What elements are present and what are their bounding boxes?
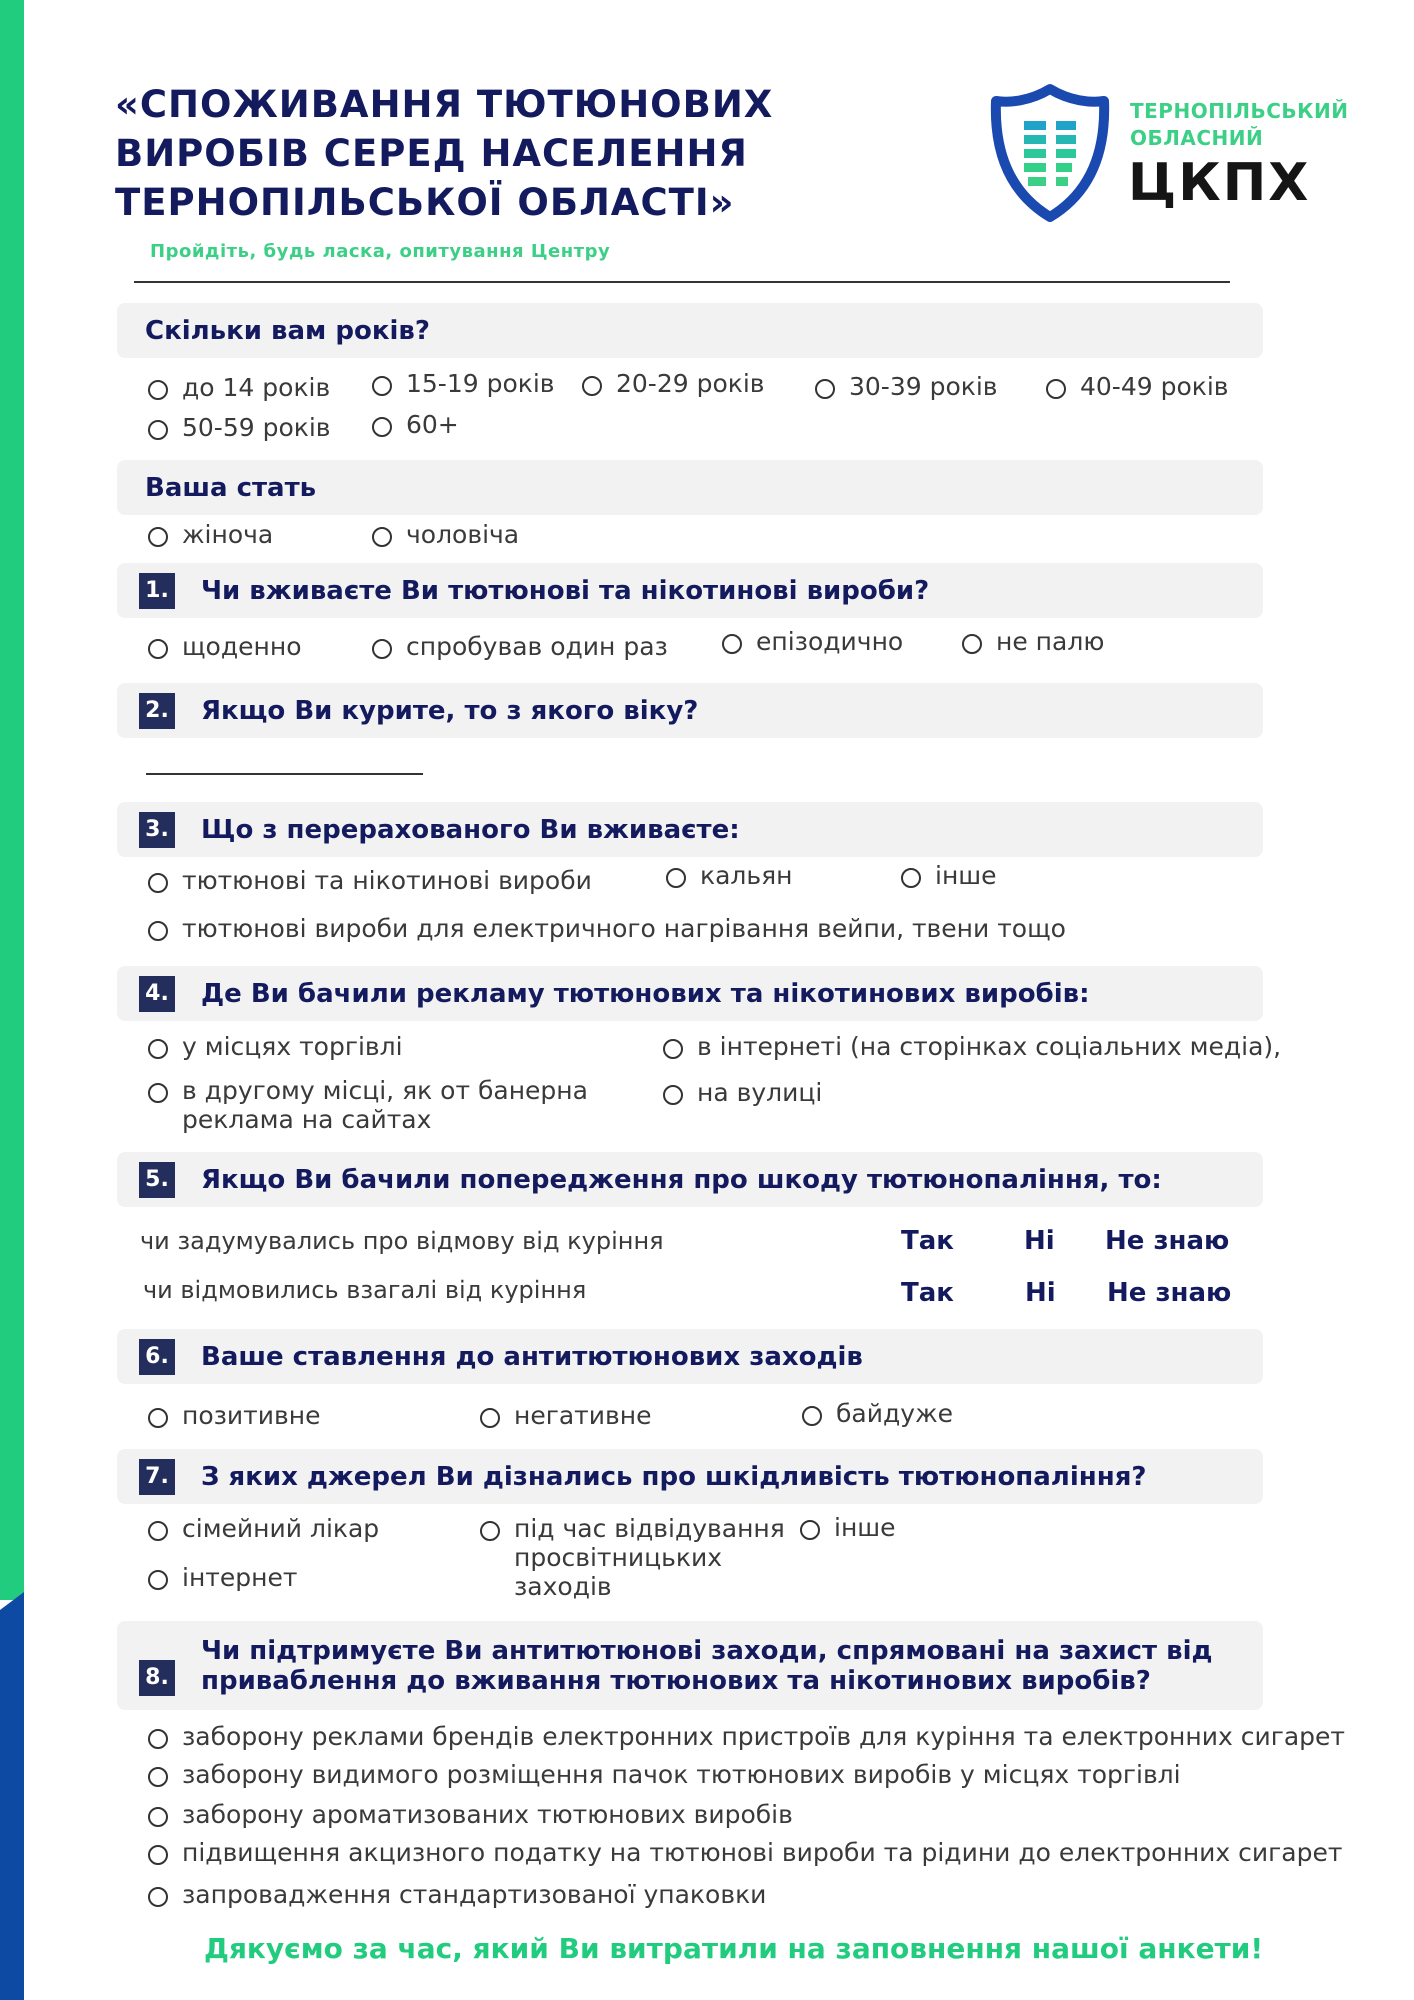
q1-option[interactable]: не палю [962,627,1104,656]
q4-option[interactable]: у місцях торгівлі [148,1032,403,1061]
title-line: «СПОЖИВАННЯ ТЮТЮНОВИХ [115,83,774,126]
q4-option[interactable]: на вулиці [663,1078,822,1107]
q8-option[interactable]: заборону ароматизованих тютюнових виробів [148,1800,793,1829]
q3-question: Що з перерахованого Ви вживаєте: [201,814,740,845]
logo [990,83,1350,233]
age-option[interactable]: 15-19 років [372,369,555,398]
q4-option[interactable]: в другому місці, як от банерна реклама на сайтах [148,1076,628,1134]
logo-line-3: ЦКПХ [1128,153,1311,213]
q5-question: Якщо Ви бачили попередження про шкоду тютюнопаління, то: [201,1164,1162,1195]
radio-icon[interactable] [148,527,168,547]
q4-option[interactable]: в інтернеті (на сторінках соціальних медіа), [663,1032,1281,1061]
radio-icon[interactable] [148,1845,168,1865]
q6-option[interactable]: позитивне [148,1401,320,1430]
radio-icon[interactable] [148,1570,168,1590]
radio-icon[interactable] [480,1408,500,1428]
q5-row-text: чи задумувались про відмову від куріння [140,1227,664,1255]
answer-yes[interactable]: Так [901,1226,954,1256]
q3-option[interactable]: тютюнові вироби для електричного нагрівання вейпи, твени тощо [148,914,1066,943]
q6-question-bar [117,1329,1263,1384]
q7-option[interactable]: інтернет [148,1563,297,1592]
age-question: Скільки вам років? [145,315,430,346]
q7-option[interactable]: сімейний лікар [148,1514,379,1543]
q5-row-text: чи відмовились взагалі від куріння [143,1276,587,1304]
radio-icon[interactable] [148,1887,168,1907]
age-option[interactable]: 40-49 років [1046,372,1229,401]
radio-icon[interactable] [148,1083,168,1103]
q3-option[interactable]: тютюнові та нікотинові вироби [148,866,592,895]
radio-icon[interactable] [148,380,168,400]
question-number: 4. [139,976,175,1012]
subtitle: Пройдіть, будь ласка, опитування Центру [150,241,611,262]
q3-question-bar [117,802,1263,857]
gender-question-bar [117,460,1263,515]
radio-icon[interactable] [148,921,168,941]
radio-icon[interactable] [148,873,168,893]
radio-icon[interactable] [148,639,168,659]
radio-icon[interactable] [582,376,602,396]
answer-yes[interactable]: Так [901,1278,954,1308]
page-title [115,80,815,227]
radio-icon[interactable] [480,1521,500,1541]
q5-question-bar [117,1152,1263,1207]
radio-icon[interactable] [372,376,392,396]
radio-icon[interactable] [148,1408,168,1428]
question-number: 7. [139,1459,175,1495]
gender-option[interactable]: чоловіча [372,520,519,549]
q4-question: Де Ви бачили рекламу тютюнових та нікотинових виробів: [201,978,1090,1009]
age-option[interactable]: до 14 років [148,373,330,402]
radio-icon[interactable] [148,1767,168,1787]
radio-icon[interactable] [722,634,742,654]
q1-option[interactable]: спробував один раз [372,632,668,661]
radio-icon[interactable] [815,379,835,399]
q8-option[interactable]: заборону реклами брендів електронних пристроїв для куріння та електронних сигарет [148,1722,1345,1751]
logo-line-2: ОБЛАСНИЙ [1130,126,1264,150]
q1-question-bar [117,563,1263,618]
age-option[interactable]: 30-39 років [815,372,998,401]
question-number: 8. [139,1660,175,1696]
q4-question-bar [117,966,1263,1021]
left-stripe-green [0,0,24,1600]
radio-icon[interactable] [148,1729,168,1749]
radio-icon[interactable] [666,868,686,888]
q7-question-bar [117,1449,1263,1504]
thanks-message: Дякуємо за час, який Ви витратили на заповнення нашої анкети! [204,1932,1264,1965]
radio-icon[interactable] [800,1520,820,1540]
q7-question: З яких джерел Ви дізнались про шкідливість тютюнопаління? [201,1461,1147,1492]
radio-icon[interactable] [802,1406,822,1426]
title-line: ВИРОБІВ СЕРЕД НАСЕЛЕННЯ [115,132,748,175]
q7-option[interactable]: інше [800,1513,896,1542]
radio-icon[interactable] [663,1085,683,1105]
radio-icon[interactable] [663,1039,683,1059]
q6-question: Ваше ставлення до антитютюнових заходів [201,1341,863,1372]
q6-option[interactable]: негативне [480,1401,651,1430]
q3-option[interactable]: інше [901,861,997,890]
radio-icon[interactable] [1046,379,1066,399]
q8-option[interactable]: заборону видимого розміщення пачок тютюнових виробів у місцях торгівлі [148,1760,1181,1789]
radio-icon[interactable] [962,634,982,654]
logo-line-1: ТЕРНОПІЛЬСЬКИЙ [1130,99,1349,123]
answer-no[interactable]: Ні [1025,1278,1056,1308]
q7-option[interactable]: під час відвідування просвітницьких заходів [480,1514,800,1601]
shield-logo-icon [990,83,1110,223]
question-number: 1. [139,573,175,609]
radio-icon[interactable] [148,420,168,440]
left-stripe-blue [0,1592,24,2000]
q3-option[interactable]: кальян [666,861,793,890]
age-option[interactable]: 60+ [372,410,459,439]
q8-question-bar [117,1621,1263,1710]
question-number: 6. [139,1339,175,1375]
q8-option[interactable]: запровадження стандартизованої упаковки [148,1880,766,1909]
q2-question-bar [117,683,1263,738]
answer-no[interactable]: Ні [1024,1226,1055,1256]
q1-question: Чи вживаєте Ви тютюнові та нікотинові вироби? [201,575,930,606]
title-line: ТЕРНОПІЛЬСЬКОЇ ОБЛАСТІ» [115,181,735,224]
age-start-input-line[interactable] [146,773,423,775]
question-number: 3. [139,812,175,848]
q8-question: Чи підтримуєте Ви антитютюнові заходи, спрямовані на захист від приваблення до вживання тютюнових та нікотинових виробів? [201,1635,1213,1696]
age-question-bar [117,303,1263,358]
radio-icon[interactable] [372,639,392,659]
answer-dont-know[interactable]: Не знаю [1105,1226,1230,1256]
question-number: 2. [139,693,175,729]
radio-icon[interactable] [148,1807,168,1827]
answer-dont-know[interactable]: Не знаю [1107,1278,1232,1308]
q8-option[interactable]: підвищення акцизного податку на тютюнові вироби та рідини до електронних сигарет [148,1838,1342,1867]
q2-question: Якщо Ви курите, то з якого віку? [201,695,699,726]
q6-option[interactable]: байдуже [802,1399,953,1428]
gender-option[interactable]: жіноча [148,520,273,549]
question-number: 5. [139,1162,175,1198]
age-option[interactable]: 20-29 років [582,369,765,398]
q1-option[interactable]: епізодично [722,627,903,656]
radio-icon[interactable] [148,1039,168,1059]
divider [134,281,1230,283]
radio-icon[interactable] [372,417,392,437]
q1-option[interactable]: щоденно [148,632,302,661]
radio-icon[interactable] [372,527,392,547]
age-option[interactable]: 50-59 років [148,413,331,442]
radio-icon[interactable] [901,868,921,888]
gender-question: Ваша стать [145,472,317,503]
radio-icon[interactable] [148,1521,168,1541]
